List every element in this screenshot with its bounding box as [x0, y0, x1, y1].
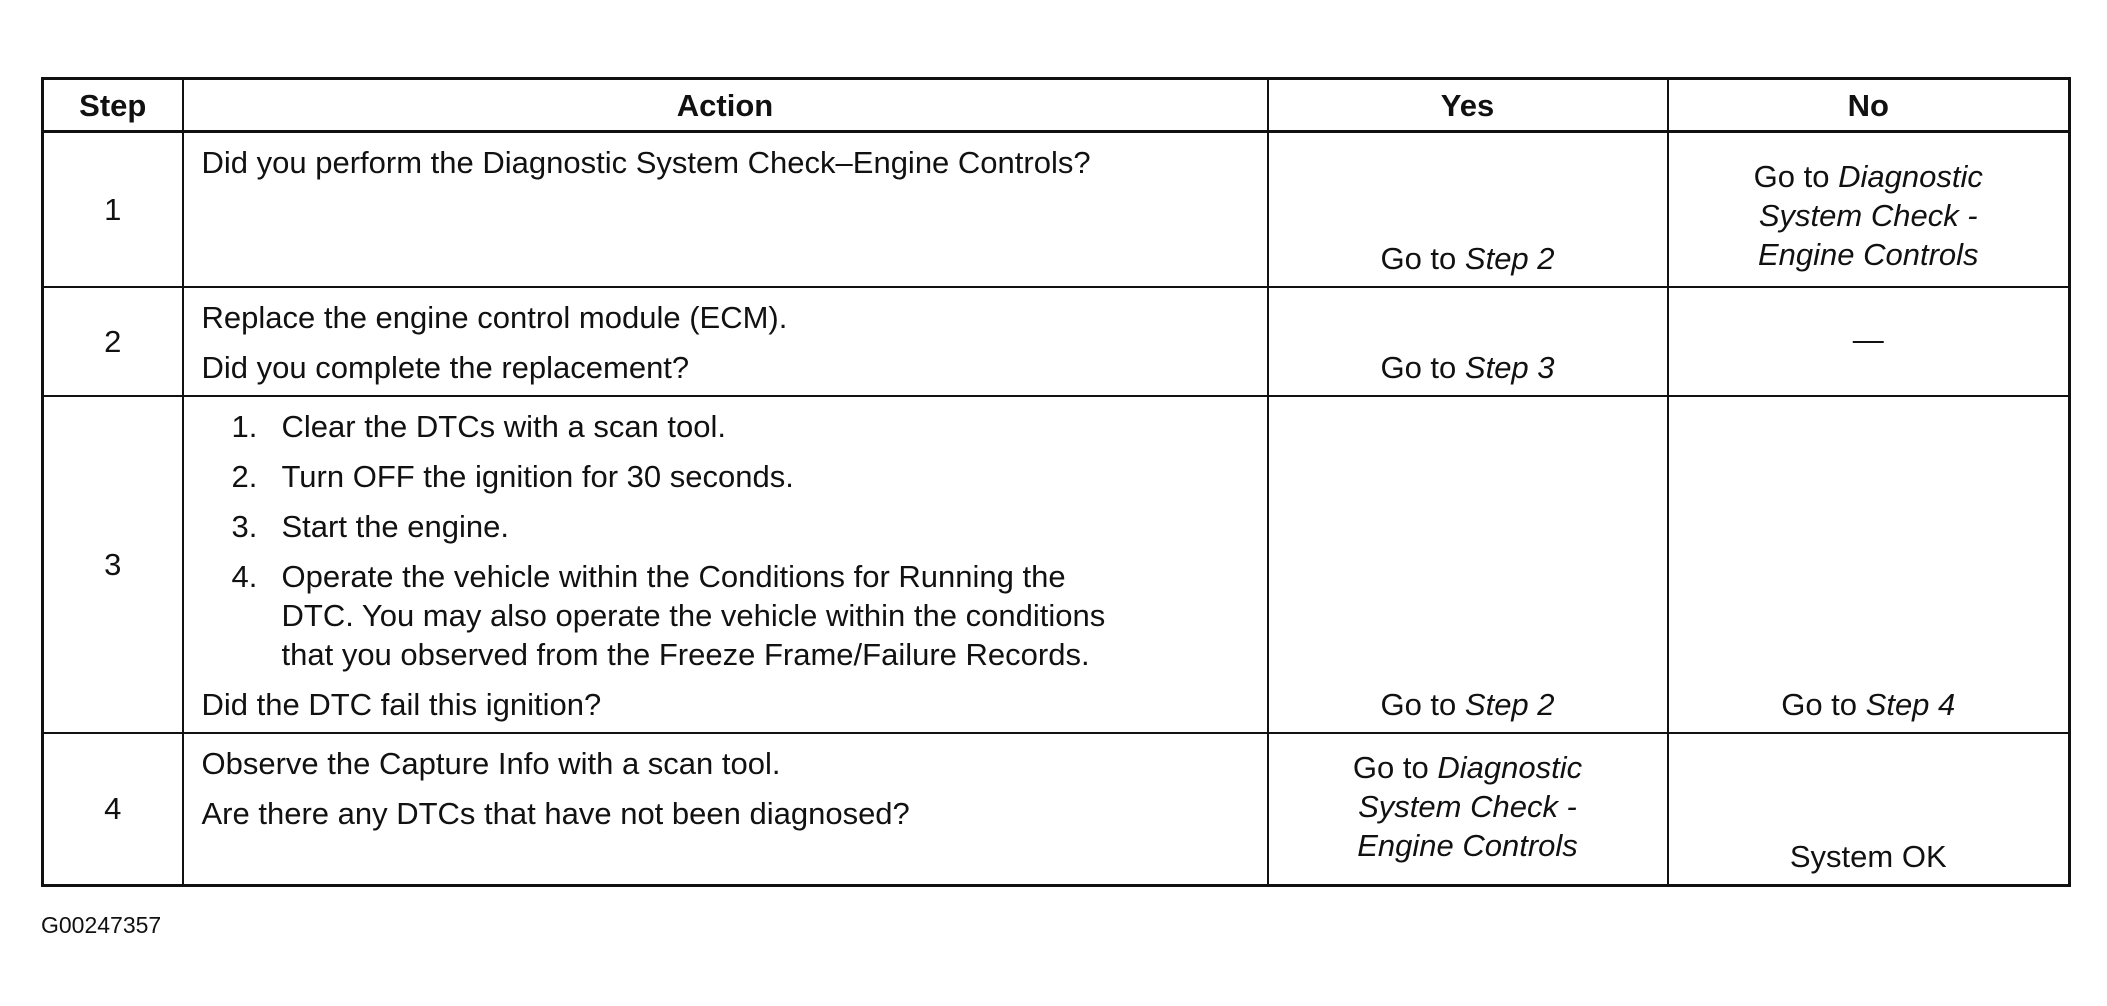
procedure-step-number: 4. [231, 558, 258, 594]
goto-prefix: Go to [1380, 240, 1457, 276]
action-text: Did you perform the Diagnostic System Check–Engine Controls? [201, 145, 1091, 180]
procedure-step-text: Turn OFF the ignition for 30 seconds. [281, 458, 794, 494]
procedure-step [202, 407, 1253, 446]
table-row [43, 396, 2070, 733]
header-step: Step [43, 79, 183, 132]
no-cell [1668, 132, 2070, 287]
no-cell [1668, 287, 2070, 396]
system-ok-text: System OK [1789, 839, 1947, 874]
goto-prefix: Go to [1753, 159, 1830, 194]
procedure-step-text: DTC. You may also operate the vehicle within the conditions [281, 597, 1106, 633]
goto-prefix: Go to [1352, 749, 1429, 785]
procedure-step-number: 1. [231, 408, 258, 444]
procedure-step [202, 557, 1253, 674]
procedure-list [202, 407, 1253, 674]
table-row [43, 287, 2070, 396]
procedure-link[interactable]: Engine Controls [1757, 237, 1979, 272]
goto-prefix: Go to [1380, 349, 1457, 385]
action-text: Observe the Capture Info with a scan tool. [201, 745, 781, 781]
action-text: Replace the engine control module (ECM). [201, 299, 788, 335]
no-action-dash: — [1852, 321, 1884, 357]
header-no: No [1668, 79, 2070, 132]
procedure-step-text: Operate the vehicle within the Conditions for Running the [281, 558, 1066, 594]
step-number: 4 [43, 733, 183, 886]
action-cell [183, 733, 1268, 886]
step-link[interactable]: Step 4 [1865, 686, 1956, 722]
step-link[interactable]: Step 2 [1464, 240, 1555, 276]
header-row [43, 79, 2070, 132]
table-row [43, 733, 2070, 886]
procedure-step [202, 457, 1253, 496]
procedure-step-number: 3. [231, 508, 258, 544]
yes-cell [1268, 733, 1668, 886]
action-cell [183, 287, 1268, 396]
header-yes: Yes [1268, 79, 1668, 132]
yes-cell [1268, 287, 1668, 396]
step-link[interactable]: Step 2 [1464, 686, 1555, 722]
step-number: 3 [43, 396, 183, 733]
header-action: Action [183, 79, 1268, 132]
procedure-link[interactable]: Engine Controls [1357, 827, 1578, 863]
procedure-step-text: Clear the DTCs with a scan tool. [281, 408, 727, 444]
action-question: Did the DTC fail this ignition? [201, 686, 602, 722]
action-cell [183, 132, 1268, 287]
procedure-step-text: Start the engine. [281, 508, 509, 544]
step-number: 2 [43, 287, 183, 396]
yes-cell [1268, 132, 1668, 287]
step-number: 1 [43, 132, 183, 287]
procedure-link[interactable]: System Check - [1758, 198, 1978, 233]
action-question: Did you complete the replacement? [201, 349, 690, 385]
no-cell [1668, 396, 2070, 733]
goto-prefix: Go to [1380, 686, 1457, 722]
procedure-step-text: that you observed from the Freeze Frame/Failure Records. [281, 636, 1090, 672]
action-question: Are there any DTCs that have not been diagnosed? [201, 795, 910, 831]
procedure-step-number: 2. [231, 458, 258, 494]
step-link[interactable]: Step 3 [1464, 349, 1555, 385]
table-row [43, 132, 2070, 287]
procedure-link[interactable]: Diagnostic [1437, 749, 1583, 785]
figure-id: G00247357 [41, 912, 162, 938]
goto-prefix: Go to [1781, 686, 1858, 722]
diagnostic-table [41, 77, 2071, 887]
procedure-step [202, 507, 1253, 546]
procedure-link[interactable]: Diagnostic [1838, 159, 1983, 194]
procedure-link[interactable]: System Check - [1358, 788, 1577, 824]
no-cell [1668, 733, 2070, 886]
yes-cell [1268, 396, 1668, 733]
action-cell [183, 396, 1268, 733]
